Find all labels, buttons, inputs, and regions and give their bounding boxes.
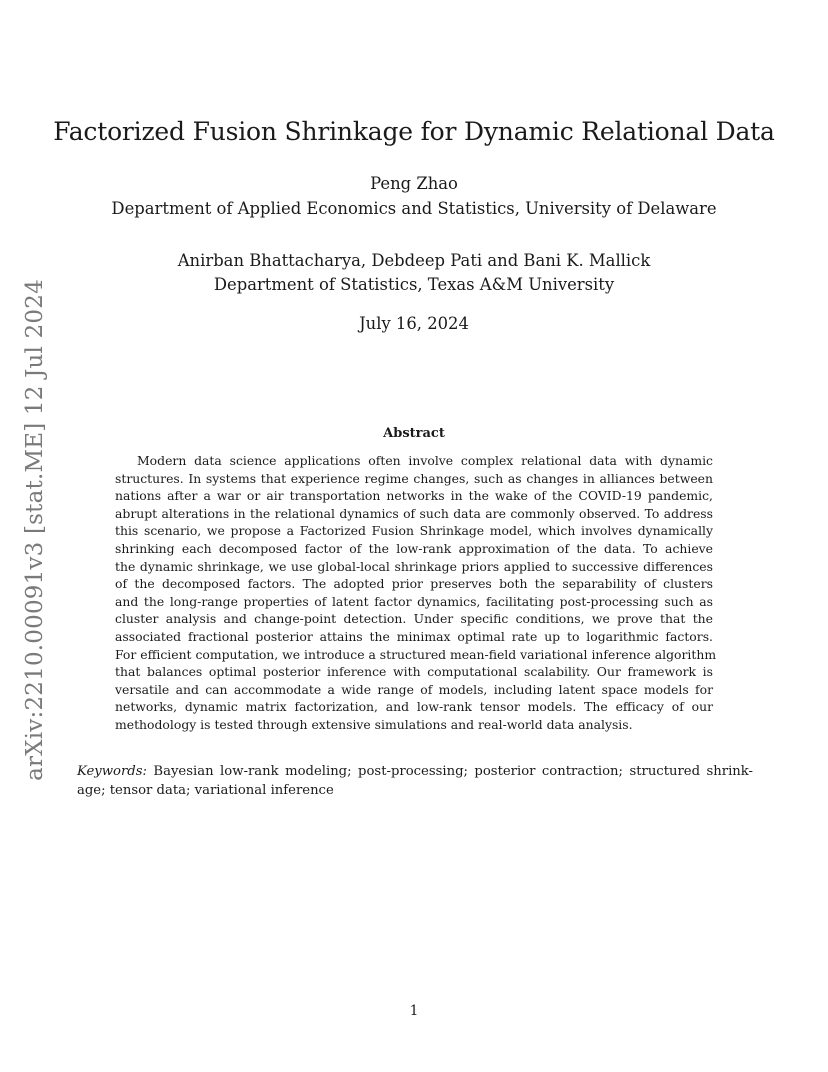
abstract-line: that balances optimal posterior inference with computational scalability. Our framework is bbox=[115, 664, 713, 680]
abstract-line: and the long-range properties of latent factor dynamics, facilitating post-processing such as bbox=[115, 593, 713, 609]
abstract-line: abrupt alterations in the relational dynamics of such data are commonly observed. To address bbox=[115, 505, 713, 521]
coauthor-affiliation: Department of Statistics, Texas A&M University bbox=[213, 275, 615, 294]
keywords-section bbox=[77, 762, 753, 800]
abstract-line: shrinking each decomposed factor of the low-rank approximation of the data. To achieve bbox=[115, 540, 713, 556]
author-affiliation: Department of Applied Economics and Statistics, University of Delaware bbox=[111, 199, 717, 218]
keywords-line bbox=[77, 762, 753, 781]
abstract-line: cluster analysis and change-point detection. Under specific conditions, we prove that the bbox=[115, 611, 713, 627]
abstract-line: this scenario, we propose a Factorized Fusion Shrinkage model, which involves dynamically bbox=[115, 523, 713, 539]
abstract-line: Modern data science applications often involve complex relational data with dynamic bbox=[137, 453, 713, 468]
abstract-heading: Abstract bbox=[383, 426, 445, 441]
abstract-line: structures. In systems that experience regime changes, such as changes in alliances between bbox=[115, 470, 713, 486]
abstract-line: associated fractional posterior attains the minimax optimal rate up to logarithmic factors. bbox=[115, 628, 713, 644]
keywords-label: Keywords: bbox=[77, 764, 147, 779]
abstract-line: methodology is tested through extensive simulations and real-world data analysis. bbox=[115, 716, 633, 732]
abstract-line: nations after a war or air transportation networks in the wake of the COVID-19 pandemic, bbox=[115, 488, 713, 504]
abstract-line: For efficient computation, we introduce a structured mean-field variational inference algorithm bbox=[115, 646, 717, 662]
abstract-line: the dynamic shrinkage, we use global-local shrinkage priors applied to successive differences bbox=[115, 558, 713, 574]
abstract-line: networks, dynamic matrix factorization, and low-rank tensor models. The efficacy of our bbox=[115, 699, 713, 715]
abstract-body bbox=[115, 452, 717, 734]
page-number: 1 bbox=[409, 1003, 419, 1019]
paper-date: July 16, 2024 bbox=[359, 314, 469, 333]
coauthor-names: Anirban Bhattacharya, Debdeep Pati and Bani K. Mallick bbox=[177, 251, 651, 270]
paper-title: Factorized Fusion Shrinkage for Dynamic Relational Data bbox=[53, 117, 775, 146]
arxiv-stamp: arXiv:2210.00091v3 [stat.ME] 12 Jul 2024 bbox=[22, 279, 48, 781]
abstract-line: versatile and can accommodate a wide range of models, including latent space models for bbox=[115, 681, 713, 697]
author-name: Peng Zhao bbox=[370, 174, 458, 193]
abstract-line: of the decomposed factors. The adopted prior preserves both the separability of clusters bbox=[115, 576, 713, 592]
keywords-text: Bayesian low-rank modeling; post-processing; posterior contraction; structured shrink- bbox=[153, 764, 754, 779]
keywords-line: age; tensor data; variational inference bbox=[77, 783, 334, 798]
